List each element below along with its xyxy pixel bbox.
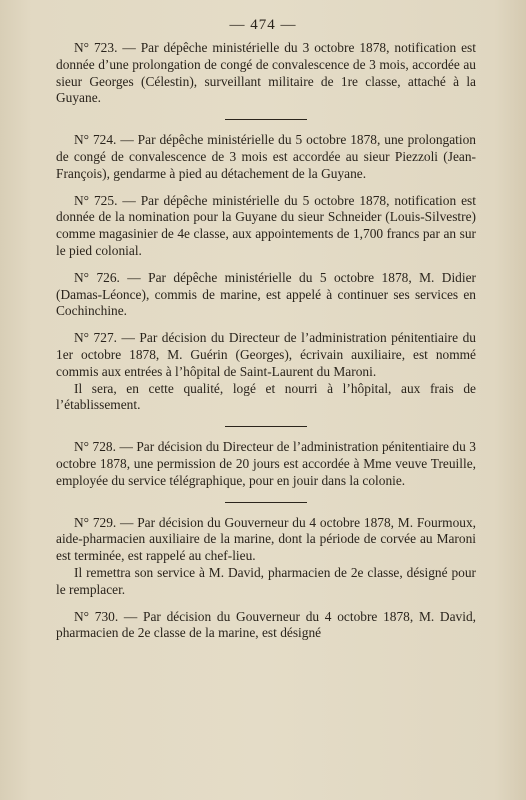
entry-728: [56, 439, 476, 489]
entry-729-text: N° 729. — Par décision du Gouverneur du 4 octobre 1878, M. Fourmoux, aide-pharmacien auxiliaire de la marine, dont la période de corvée au Maroni est terminée, est rappelé au chef-lieu.: [56, 514, 476, 564]
entry-729-text-2: Il remettra son service à M. David, pharmacien de 2e classe, désigné pour le remplacer.: [56, 564, 476, 597]
page-number: — 474 —: [229, 17, 297, 33]
separator-rule: [225, 426, 307, 427]
entry-725-text: N° 725. — Par dépêche ministérielle du 5 octobre 1878, notification est donnée de la nomination pour la Guyane du sieur Schneider (Louis-Silvestre) comme magasinier de 4e classe, aux appointements de 1,700 francs par an sur le pied colonial.: [56, 192, 476, 258]
separator-rule: [225, 119, 307, 120]
entry-724-text: N° 724. — Par dépêche ministérielle du 5 octobre 1878, une prolongation de congé de convalescence de 3 mois est accordée au sieur Piezzoli (Jean-François), gendarme à pied au détachement de la Guyane.: [56, 132, 476, 181]
entry-728-text: N° 728. — Par décision du Directeur de l’administration pénitentiaire du 3 octobre 1878, une permission de 20 jours est accordée à Mme veuve Treuille, employée du service télégraphique, pour en jouir dans la colonie.: [56, 439, 476, 488]
entry-723-text: N° 723. — Par dépêche ministérielle du 3 octobre 1878, notification est donnée d’une prolongation de congé de convalescence de 3 mois, accordée au sieur Georges (Célestin), surveillant militaire de 1re classe, attaché à la Guyane.: [56, 40, 476, 106]
entry-727-text-2: Il sera, en cette qualité, logé et nourri à l’hôpital, aux frais de l’établissement.: [56, 380, 476, 413]
entry-727-text: N° 727. — Par décision du Directeur de l’administration pénitentiaire du 1er octobre 1878, M. Guérin (Georges), écrivain auxiliaire, est nommé commis aux entrées à l’hôpital de Saint-Laurent du Maroni.: [56, 330, 476, 379]
entry-730: [56, 609, 476, 643]
entry-727: [56, 330, 476, 414]
entry-725: [56, 193, 476, 260]
entry-724: [56, 132, 476, 182]
page-body: [56, 40, 476, 642]
entry-726: [56, 270, 476, 320]
entry-729: [56, 515, 476, 599]
entry-726-text: N° 726. — Par dépêche ministérielle du 5 octobre 1878, M. Didier (Damas-Léonce), commis de marine, est appelé à continuer ses services en Cochinchine.: [56, 269, 476, 319]
entry-730-text: N° 730. — Par décision du Gouverneur du 4 octobre 1878, M. David, pharmacien de 2e classe de la marine, est désigné: [56, 608, 476, 641]
separator-rule: [225, 502, 307, 503]
entry-723: [56, 40, 476, 107]
